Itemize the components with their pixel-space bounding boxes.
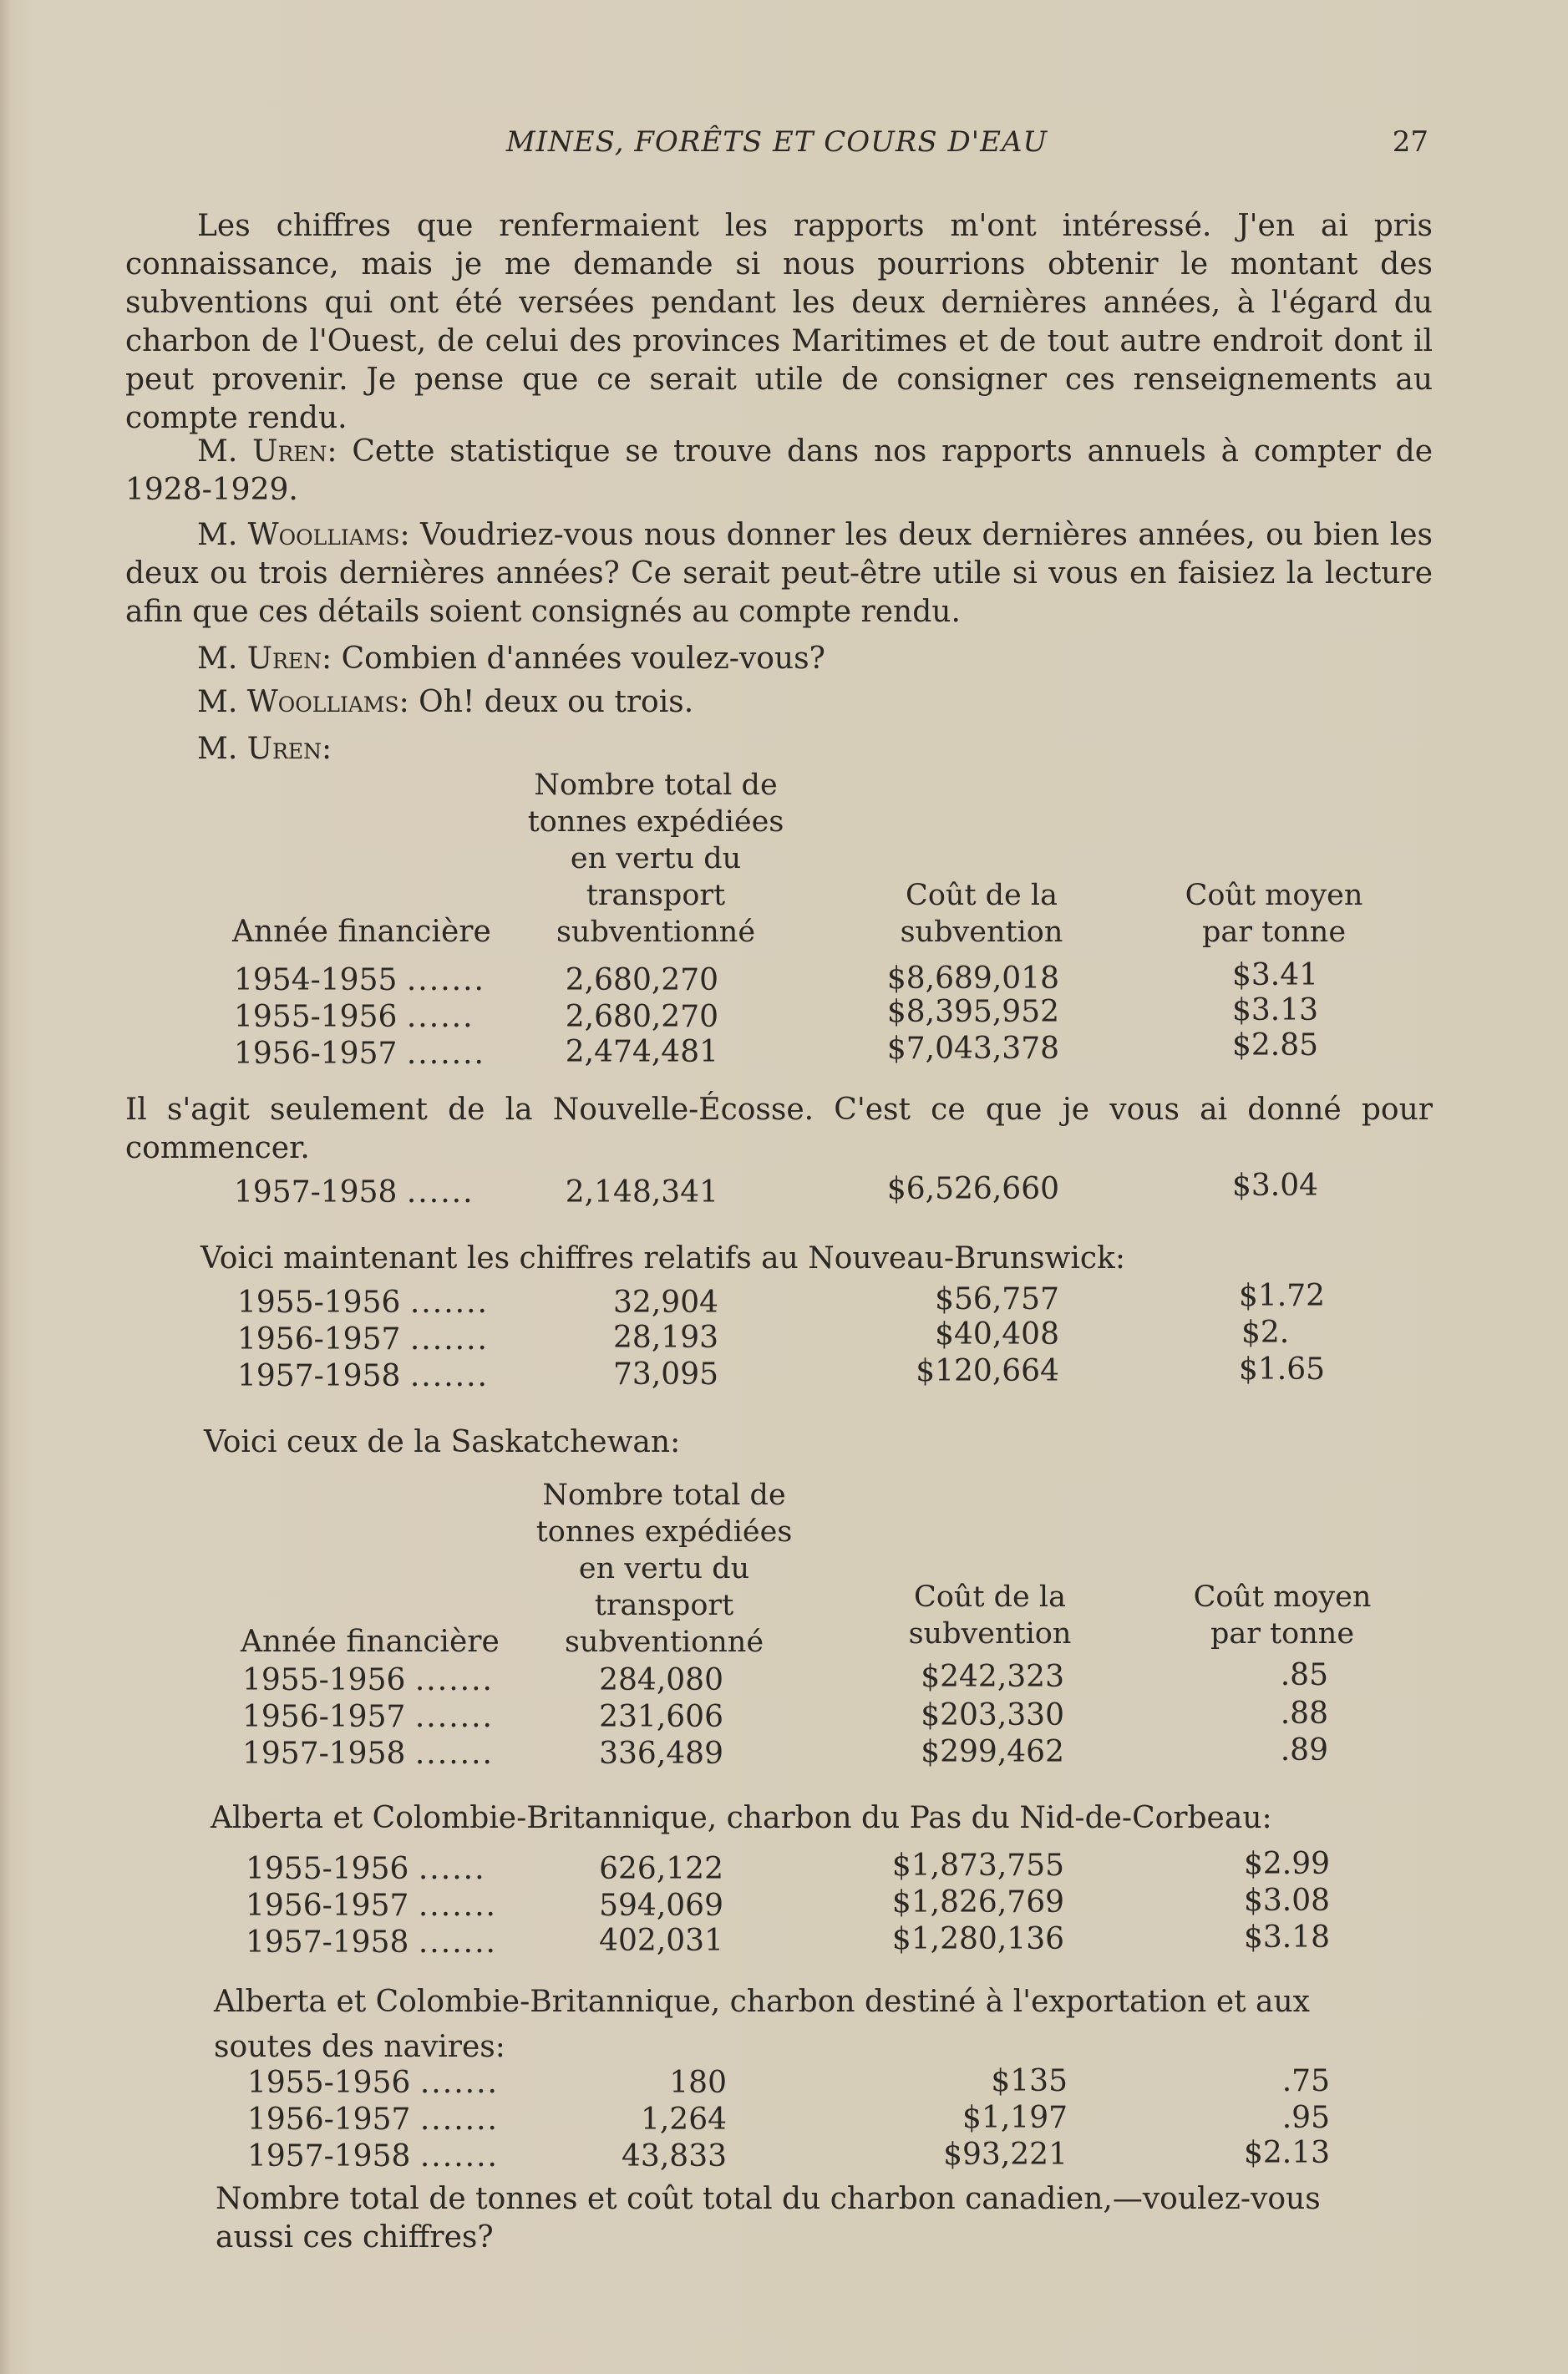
header-line: Nombre total de — [534, 769, 778, 802]
speech-text: : — [322, 732, 332, 766]
page-header — [125, 125, 1428, 175]
header-line: en vertu du — [570, 842, 742, 875]
tons-cell: 2,474,481 — [565, 1035, 718, 1069]
tons-cell: 336,489 — [599, 1737, 723, 1771]
leader-dots: ....... — [414, 1737, 494, 1771]
cost-cell: $1,873,755 — [891, 1849, 1064, 1883]
year-cell: 1956-1957 — [247, 2103, 411, 2137]
header-line: Coût de la — [914, 1580, 1066, 1614]
header-line: transport — [586, 879, 726, 912]
leader-dots: ....... — [419, 2103, 499, 2137]
header-line: tonnes expédiées — [527, 805, 784, 839]
speech-text: : Cette statistique se trouve dans nos rapports annuels à compter de 1928-1929. — [125, 434, 1433, 507]
speaker-name: M. Uren — [197, 732, 322, 766]
speech-text: : Oh! deux ou trois. — [398, 685, 694, 719]
tons-cell: 2,148,341 — [565, 1175, 718, 1210]
year-cell: 1955-1956 — [234, 1000, 398, 1034]
leader-dots: ...... — [406, 1000, 474, 1034]
speaker-name: M. Woolliams — [197, 518, 400, 552]
year-cell: 1956-1957 — [234, 1037, 398, 1071]
header-average — [1161, 877, 1387, 951]
cost-cell: $1,197 — [962, 2101, 1068, 2135]
year-cell: 1956-1957 — [237, 1322, 401, 1357]
header-line: Coût moyen — [1185, 879, 1363, 912]
average-cell: .85 — [1280, 1658, 1328, 1692]
year-cell: 1957-1958 — [242, 1737, 406, 1771]
leader-dots: ....... — [419, 2139, 499, 2174]
average-cell: $1.72 — [1238, 1279, 1325, 1313]
leader-dots: ....... — [409, 1322, 489, 1357]
header-year: Année financière — [241, 1625, 500, 1659]
header-line: subventionné — [564, 1626, 764, 1659]
average-cell: .88 — [1280, 1697, 1328, 1731]
header-average — [1170, 1579, 1395, 1652]
cost-cell: $120,664 — [916, 1354, 1059, 1388]
cost-cell: $40,408 — [935, 1317, 1059, 1352]
average-cell: .95 — [1281, 2101, 1330, 2135]
leader-dots: ....... — [406, 1037, 485, 1071]
header-line: Coût moyen — [1193, 1580, 1372, 1614]
intro-new-brunswick: Voici maintenant les chiffres relatifs au Nouveau-Brunswick: — [200, 1241, 1125, 1276]
closing-question-line-2: aussi ces chiffres? — [216, 2220, 494, 2255]
tons-cell: 2,680,270 — [565, 1000, 718, 1034]
year-cell: 1957-1958 — [237, 1359, 401, 1393]
paragraph-woolliams-1 — [125, 516, 1433, 632]
intro-export-line-2: soutes des navires: — [214, 2030, 505, 2064]
header-cost — [869, 877, 1094, 951]
cost-cell: $1,280,136 — [891, 1922, 1064, 1956]
average-cell: $1.65 — [1238, 1352, 1325, 1387]
average-cell: $2.99 — [1243, 1847, 1330, 1881]
leader-dots: ...... — [406, 1175, 474, 1210]
leader-dots: ....... — [409, 1359, 489, 1393]
leader-dots: ....... — [419, 2066, 499, 2100]
leader-dots: ....... — [418, 1889, 497, 1923]
cost-cell: $8,395,952 — [886, 995, 1059, 1029]
speech-text: : Voudriez-vous nous donner les deux dernières années, ou bien les deux ou trois dernières années? Ce serait peut-être utile si vous en faisiez la lecture afin que ces détails soient consignés au compte rendu. — [125, 518, 1433, 629]
leader-dots: ....... — [414, 1663, 494, 1697]
speaker-name: M. Woolliams — [197, 685, 399, 719]
header-line: tonnes expédiées — [535, 1515, 793, 1549]
tons-cell: 1,264 — [640, 2103, 727, 2137]
speech-text: : Combien d'années voulez-vous? — [322, 642, 825, 676]
paragraph-uren-1 — [125, 433, 1433, 510]
average-cell: .75 — [1281, 2064, 1330, 2098]
tons-cell: 180 — [669, 2066, 727, 2100]
header-tons — [501, 767, 810, 951]
tons-cell: 2,680,270 — [565, 963, 718, 997]
average-cell: $3.18 — [1243, 1920, 1330, 1955]
leader-dots: ...... — [418, 1852, 486, 1886]
tons-cell: 32,904 — [613, 1286, 718, 1320]
tons-cell: 43,833 — [622, 2139, 727, 2174]
intro-saskatchewan: Voici ceux de la Saskatchewan: — [204, 1425, 681, 1459]
header-line: Coût de la — [906, 879, 1058, 912]
year-cell: 1955-1956 — [237, 1286, 401, 1320]
header-line: par tonne — [1201, 916, 1347, 949]
average-cell: $3.08 — [1243, 1884, 1330, 1918]
tons-cell: 626,122 — [599, 1852, 723, 1886]
leader-dots: ....... — [414, 1700, 494, 1734]
cost-cell: $135 — [991, 2064, 1068, 2098]
average-cell: $2.85 — [1231, 1028, 1318, 1063]
header-line: en vertu du — [578, 1552, 750, 1585]
page-number: 27 — [1392, 125, 1428, 159]
cost-cell: $242,323 — [921, 1660, 1064, 1694]
year-cell: 1957-1958 — [246, 1925, 409, 1960]
header-tons — [510, 1477, 819, 1661]
leader-dots: ....... — [406, 963, 485, 997]
cost-cell: $1,826,769 — [891, 1885, 1064, 1920]
year-cell: 1955-1956 — [242, 1663, 406, 1697]
paragraph-woolliams-2 — [197, 683, 693, 722]
paragraph-intro: Les chiffres que renfermaient les rapports m'ont intéressé. J'en ai pris connaissance, mais je me demande si nous pourrions obtenir le montant des subventions qui ont été versées pendant les deux dernières années, à l'égard du charbon de l'Ouest, de celui des provinces Maritimes et de tout autre endroit dont il peut provenir. Je pense que ce serait utile de consigner ces renseignements au compte rendu. — [125, 209, 1433, 435]
header-year: Année financière — [232, 915, 491, 949]
running-title: MINES, FORÊTS ET COURS D'EAU — [505, 125, 1048, 159]
average-cell: $3.41 — [1231, 958, 1318, 992]
tons-cell: 73,095 — [613, 1357, 718, 1392]
speaker-name: M. Uren — [197, 642, 322, 676]
speaker-name: M. Uren — [197, 434, 327, 469]
header-line: subvention — [900, 916, 1063, 949]
paragraph-uren-2 — [197, 640, 825, 678]
year-cell: 1954-1955 — [234, 963, 398, 997]
header-line: par tonne — [1210, 1617, 1355, 1651]
cost-cell: $7,043,378 — [886, 1032, 1059, 1066]
average-cell: $3.04 — [1231, 1169, 1318, 1203]
cost-cell: $56,757 — [935, 1282, 1059, 1316]
intro-export-line-1: Alberta et Colombie-Britannique, charbon destiné à l'exportation et aux — [214, 1985, 1310, 2019]
cost-cell: $203,330 — [921, 1698, 1064, 1732]
cost-cell: $93,221 — [943, 2138, 1068, 2172]
year-cell: 1956-1957 — [242, 1700, 406, 1734]
tons-cell: 28,193 — [613, 1321, 718, 1355]
average-cell: $2. — [1241, 1316, 1290, 1350]
cost-cell: $8,689,018 — [886, 961, 1059, 996]
average-cell: .89 — [1280, 1733, 1328, 1768]
leader-dots: ....... — [418, 1925, 497, 1960]
header-line: Nombre total de — [542, 1479, 786, 1512]
tons-cell: 231,606 — [599, 1700, 723, 1734]
cost-cell: $6,526,660 — [886, 1172, 1059, 1206]
closing-question-line-1: Nombre total de tonnes et coût total du charbon canadien,—voulez-vous — [216, 2182, 1321, 2216]
year-cell: 1955-1956 — [246, 1852, 409, 1886]
intro-crowsnest: Alberta et Colombie-Britannique, charbon du Pas du Nid-de-Corbeau: — [211, 1801, 1272, 1835]
tons-cell: 284,080 — [599, 1663, 723, 1697]
year-cell: 1957-1958 — [247, 2139, 411, 2174]
average-cell: $2.13 — [1243, 2136, 1330, 2170]
header-line: subventionné — [556, 916, 756, 949]
year-cell: 1957-1958 — [234, 1175, 398, 1210]
tons-cell: 402,031 — [599, 1924, 723, 1958]
paragraph-uren-3 — [197, 730, 332, 769]
tons-cell: 594,069 — [599, 1889, 723, 1923]
leader-dots: ....... — [409, 1286, 489, 1320]
note-nova-scotia: Il s'agit seulement de la Nouvelle-Écosse. C'est ce que je vous ai donné pour commencer. — [125, 1093, 1433, 1165]
header-line: subvention — [908, 1617, 1072, 1651]
average-cell: $3.13 — [1231, 993, 1318, 1027]
header-line: transport — [594, 1589, 734, 1622]
year-cell: 1955-1956 — [247, 2066, 411, 2100]
cost-cell: $299,462 — [921, 1735, 1064, 1769]
header-cost — [877, 1579, 1103, 1652]
year-cell: 1956-1957 — [246, 1889, 409, 1923]
